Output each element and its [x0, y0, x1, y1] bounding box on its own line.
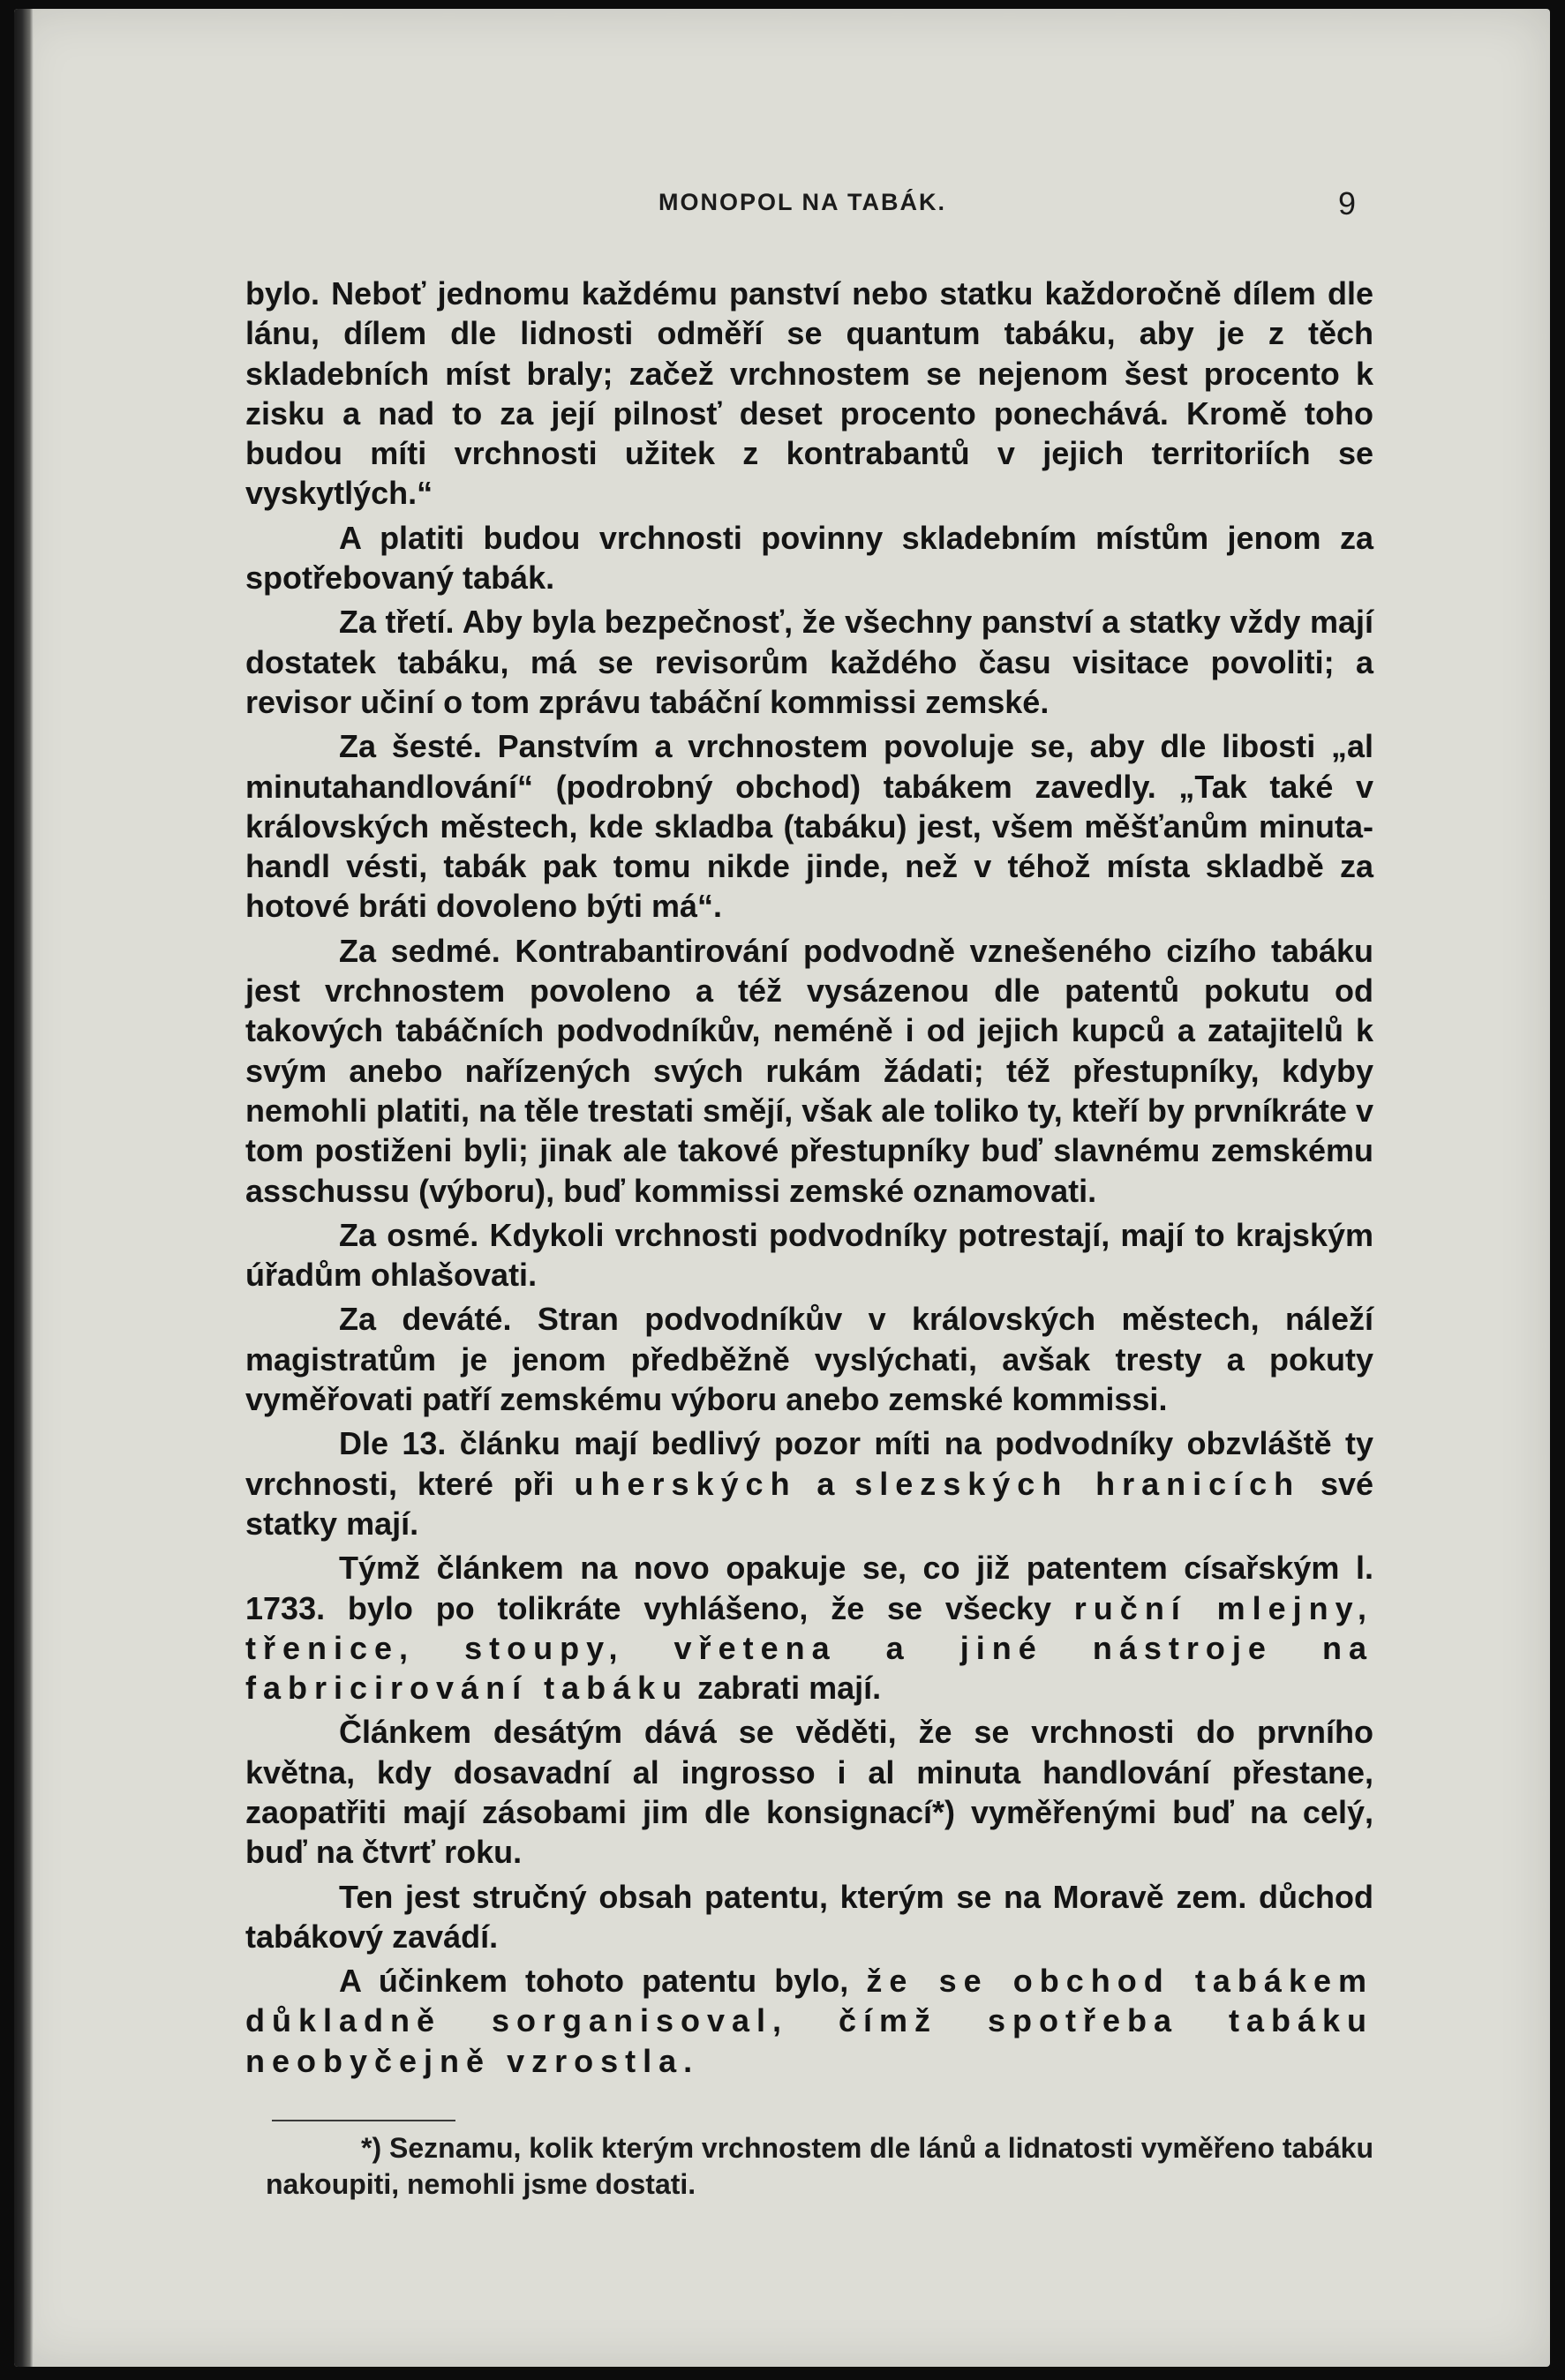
spaced-emphasis: že se obchod tabákem důkladně sorganisoval, čímž spotřeba tabáku neobyčejně vzrostla — [245, 1963, 1373, 2079]
paragraph: Za třetí. Aby byla bezpečnosť, že všechny panství a statky vždy mají dostatek tabáku, má se revisorům každého času visitace povoliti; a revisor učiní o tom zprávu tabáční kommissi zemské. — [245, 604, 1373, 720]
text-run: Týmž článkem na novo opakuje se, co již patentem císařským l. 1733. bylo po tolikráte vyhlášeno, že se všecky — [245, 1550, 1373, 1626]
text-run: A účinkem tohoto patentu bylo, — [339, 1963, 867, 2000]
footnote-divider — [272, 2120, 455, 2121]
paragraph — [245, 1423, 1373, 1543]
page-number: 9 — [1338, 185, 1357, 221]
paragraph: Za sedmé. Kontrabantirování podvodně vznešeného cizího tabáku jest vrchnostem povoleno a též vysázenou dle patentů pokutu od takových tabáčních podvodníkův, neméně i od jejich kupců a zatajitelů k svým anebo nařízených svých rukám žádati; též přestupníky, kdyby nemohli platiti, na těle trestati smějí, však ale toliko ty, kteří by prvníkráte v tom postiženi byli; jinak ale takové přestupníky buď slavnému zemskému asschussu (výboru), buď kommissi zemské oznamovati. — [245, 932, 1373, 1209]
paragraph — [245, 1548, 1373, 1708]
paragraph: Za osmé. Kdykoli vrchnosti podvodníky potrestají, mají to krajským úřadům ohlašovati. — [245, 1216, 1373, 1294]
paragraph: A platiti budou vrchnosti povinny skladebním místům jenom za spotřebovaný tabák. — [245, 519, 1373, 597]
running-title: MONOPOL NA TABÁK. — [658, 189, 946, 215]
paragraph: Článkem desátým dává se věděti, že se vrchnosti do prvního května, kdy dosavadní al ingrosso i al minuta handlování přestane, zaopatřiti mají zásobami jim dle konsignací*) vyměřenými buď na celý, buď na čtvrť roku. — [245, 1714, 1373, 1871]
footnote: *) Seznamu, kolik kterým vrchnostem dle lánů a lidnatosti vyměřeno tabáku nakoupiti, nemohli jsme dostati. — [266, 2132, 1374, 2200]
spaced-emphasis: uherských — [574, 1465, 797, 1502]
text-run: Dle 13. článku mají bedlivý pozor míti na podvodníky obzvláště ty vrchnosti, které při — [245, 1425, 1373, 1502]
paragraph: Ten jest stručný obsah patentu, kterým se na Moravě zem. důchod tabákový zavádí. — [245, 1878, 1373, 1955]
text-run: zabrati mají. — [688, 1670, 882, 1707]
paragraph: Za šesté. Panstvím a vrchnostem povoluje se, aby dle libosti „al minutahandlování“ (podrobný obchod) tabákem zavedly. „Tak také v královských městech, kde skladba (tabáku) jest, všem měšťanům minuta-handl vésti, tabák pak tomu nikde jinde, než v téhož místa skladbě za hotové bráti dovoleno býti má“. — [245, 728, 1373, 925]
paragraph — [245, 1961, 1373, 2081]
text-run: . — [683, 2042, 693, 2079]
book-page — [14, 9, 1550, 2367]
paragraph: Za deváté. Stran podvodníkův v královských městech, náleží magistratům je jenom předběžně vyslýchati, avšak tresty a pokuty vyměřovati patří zemskému výboru anebo zemské kommissi. — [245, 1301, 1373, 1418]
page-binding-edge — [14, 9, 34, 2367]
paragraph: bylo. Neboť jednomu každému panství nebo statku každoročně dílem dle lánu, dílem dle lidnosti odměří se quantum tabáku, aby je z těch skladebních míst braly; začež vrchnostem se nejenom šest procento k zisku a nad to za její pilnosť deset procento ponechává. Kromě toho budou míti vrchnosti užitek z kontrabantů v jejich territoriích se vyskytlých.“ — [245, 275, 1373, 512]
text-run: a — [796, 1465, 855, 1502]
text-run: své statky mají. — [245, 1465, 1374, 1542]
main-text — [245, 274, 1373, 2085]
spaced-emphasis: slezských hranicích — [854, 1465, 1301, 1502]
spaced-emphasis: ruční mlejny, třenice, stoupy, vřetena a jiné nástroje na fabricirování tabáku — [245, 1589, 1373, 1707]
